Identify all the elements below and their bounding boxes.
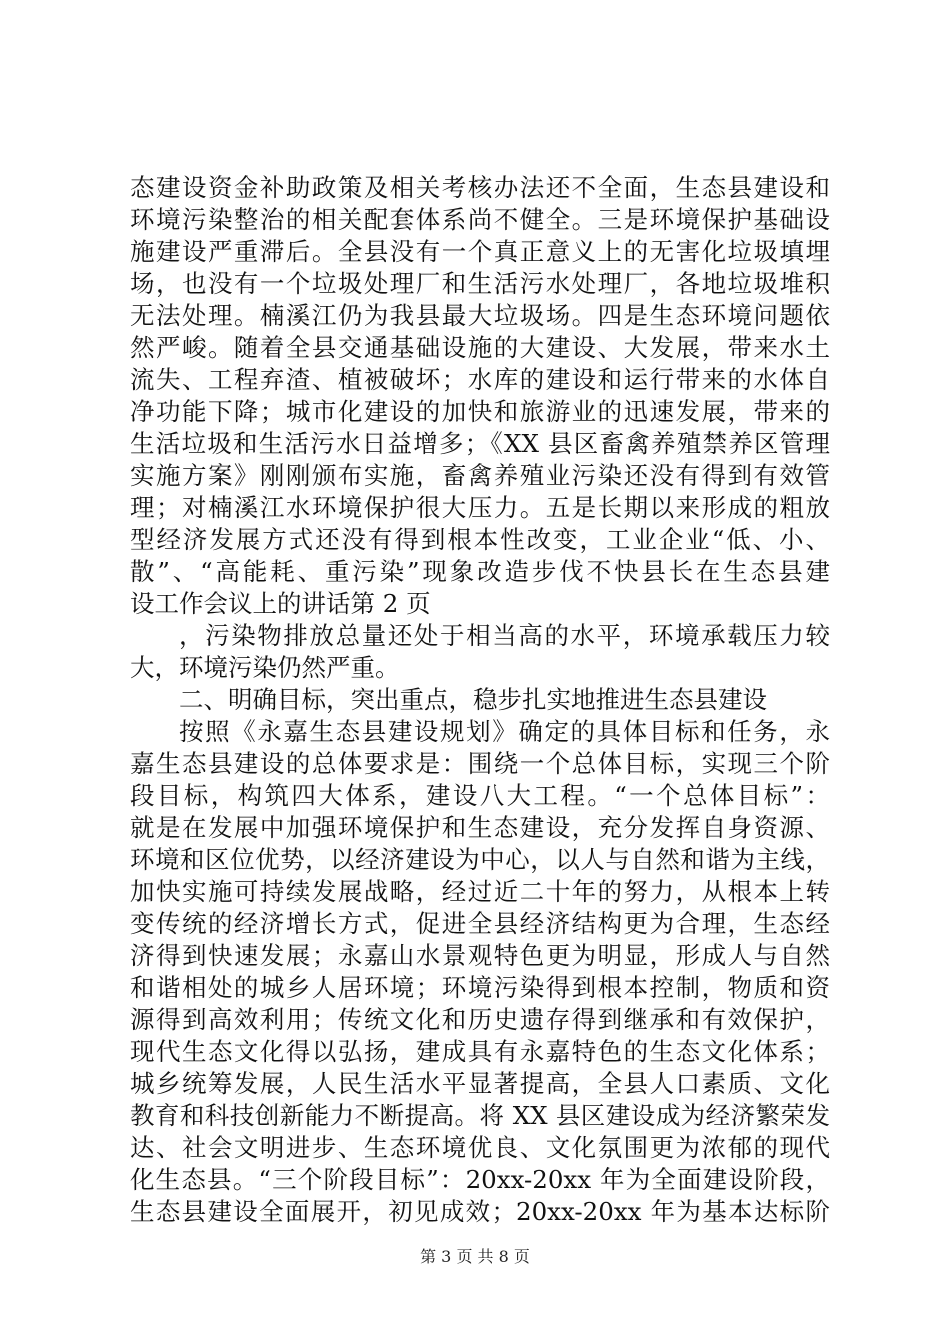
text-line: 和谐相处的城乡人居环境；环境污染得到根本控制，物质和资 (130, 973, 830, 1002)
text-line: 城乡统筹发展，人民生活水平显著提高，全县人口素质、文化 (130, 1069, 830, 1098)
text-line: 然严峻。随着全县交通基础设施的大建设、大发展，带来水土 (130, 333, 830, 362)
text-line: 生活垃圾和生活污水日益增多；《XX 县区畜禽养殖禁养区管理 (130, 429, 830, 458)
text-line: ，污染物排放总量还处于相当高的水平，环境承载压力较 (179, 621, 830, 650)
text-line: 型经济发展方式还没有得到根本性改变，工业企业“低、小、 (130, 525, 830, 554)
text-line: 场，也没有一个垃圾处理厂和生活污水处理厂，各地垃圾堆积 (130, 269, 830, 298)
text-line: 化生态县。“三个阶段目标”：20xx-20xx 年为全面建设阶段， (130, 1165, 830, 1194)
text-line: 按照《永嘉生态县建设规划》确定的具体目标和任务，永 (179, 717, 830, 746)
text-line: 源得到高效利用；传统文化和历史遗存得到继承和有效保护， (130, 1005, 830, 1034)
text-line: 态建设资金补助政策及相关考核办法还不全面，生态县建设和 (130, 173, 830, 202)
text-line: 达、社会文明进步、生态环境优良、文化氛围更为浓郁的现代 (130, 1133, 830, 1162)
text-line: 济得到快速发展；永嘉山水景观特色更为明显，形成人与自然 (130, 941, 830, 970)
text-line: 实施方案》刚刚颁布实施，畜禽养殖业污染还没有得到有效管 (130, 461, 830, 490)
text-line: 大，环境污染仍然严重。 (130, 653, 400, 682)
text-line: 净功能下降；城市化建设的加快和旅游业的迅速发展，带来的 (130, 397, 830, 426)
text-line: 教育和科技创新能力不断提高。将 XX 县区建设成为经济繁荣发 (130, 1101, 830, 1130)
text-line: 设工作会议上的讲话第 2 页 (130, 589, 431, 618)
text-line: 环境和区位优势，以经济建设为中心，以人与自然和谐为主线， (130, 845, 830, 874)
text-line: 施建设严重滞后。全县没有一个真正意义上的无害化垃圾填埋 (130, 237, 830, 266)
page-footer: 第 3 页 共 8 页 (420, 1247, 530, 1266)
text-line: 无法处理。楠溪江仍为我县最大垃圾场。四是生态环境问题依 (130, 301, 830, 330)
text-line: 流失、工程弃渣、植被破坏；水库的建设和运行带来的水体自 (130, 365, 830, 394)
text-line: 散”、“高能耗、重污染”现象改造步伐不快县长在生态县建 (130, 557, 830, 586)
text-line: 加快实施可持续发展战略，经过近二十年的努力，从根本上转 (130, 877, 830, 906)
text-line: 就是在发展中加强环境保护和生态建设，充分发挥自身资源、 (130, 813, 830, 842)
text-line: 嘉生态县建设的总体要求是：围绕一个总体目标，实现三个阶 (130, 749, 830, 778)
document-body (130, 172, 830, 1228)
text-line: 生态县建设全面展开，初见成效；20xx-20xx 年为基本达标阶 (130, 1197, 830, 1226)
text-line: 二、明确目标，突出重点，稳步扎实地推进生态县建设 (179, 685, 767, 714)
text-line: 段目标，构筑四大体系，建设八大工程。“一个总体目标”： (130, 781, 830, 810)
text-line: 变传统的经济增长方式，促进全县经济结构更为合理，生态经 (130, 909, 830, 938)
text-line: 环境污染整治的相关配套体系尚不健全。三是环境保护基础设 (130, 205, 830, 234)
text-line: 现代生态文化得以弘扬，建成具有永嘉特色的生态文化体系； (130, 1037, 830, 1066)
text-line: 理；对楠溪江水环境保护很大压力。五是长期以来形成的粗放 (130, 493, 830, 522)
